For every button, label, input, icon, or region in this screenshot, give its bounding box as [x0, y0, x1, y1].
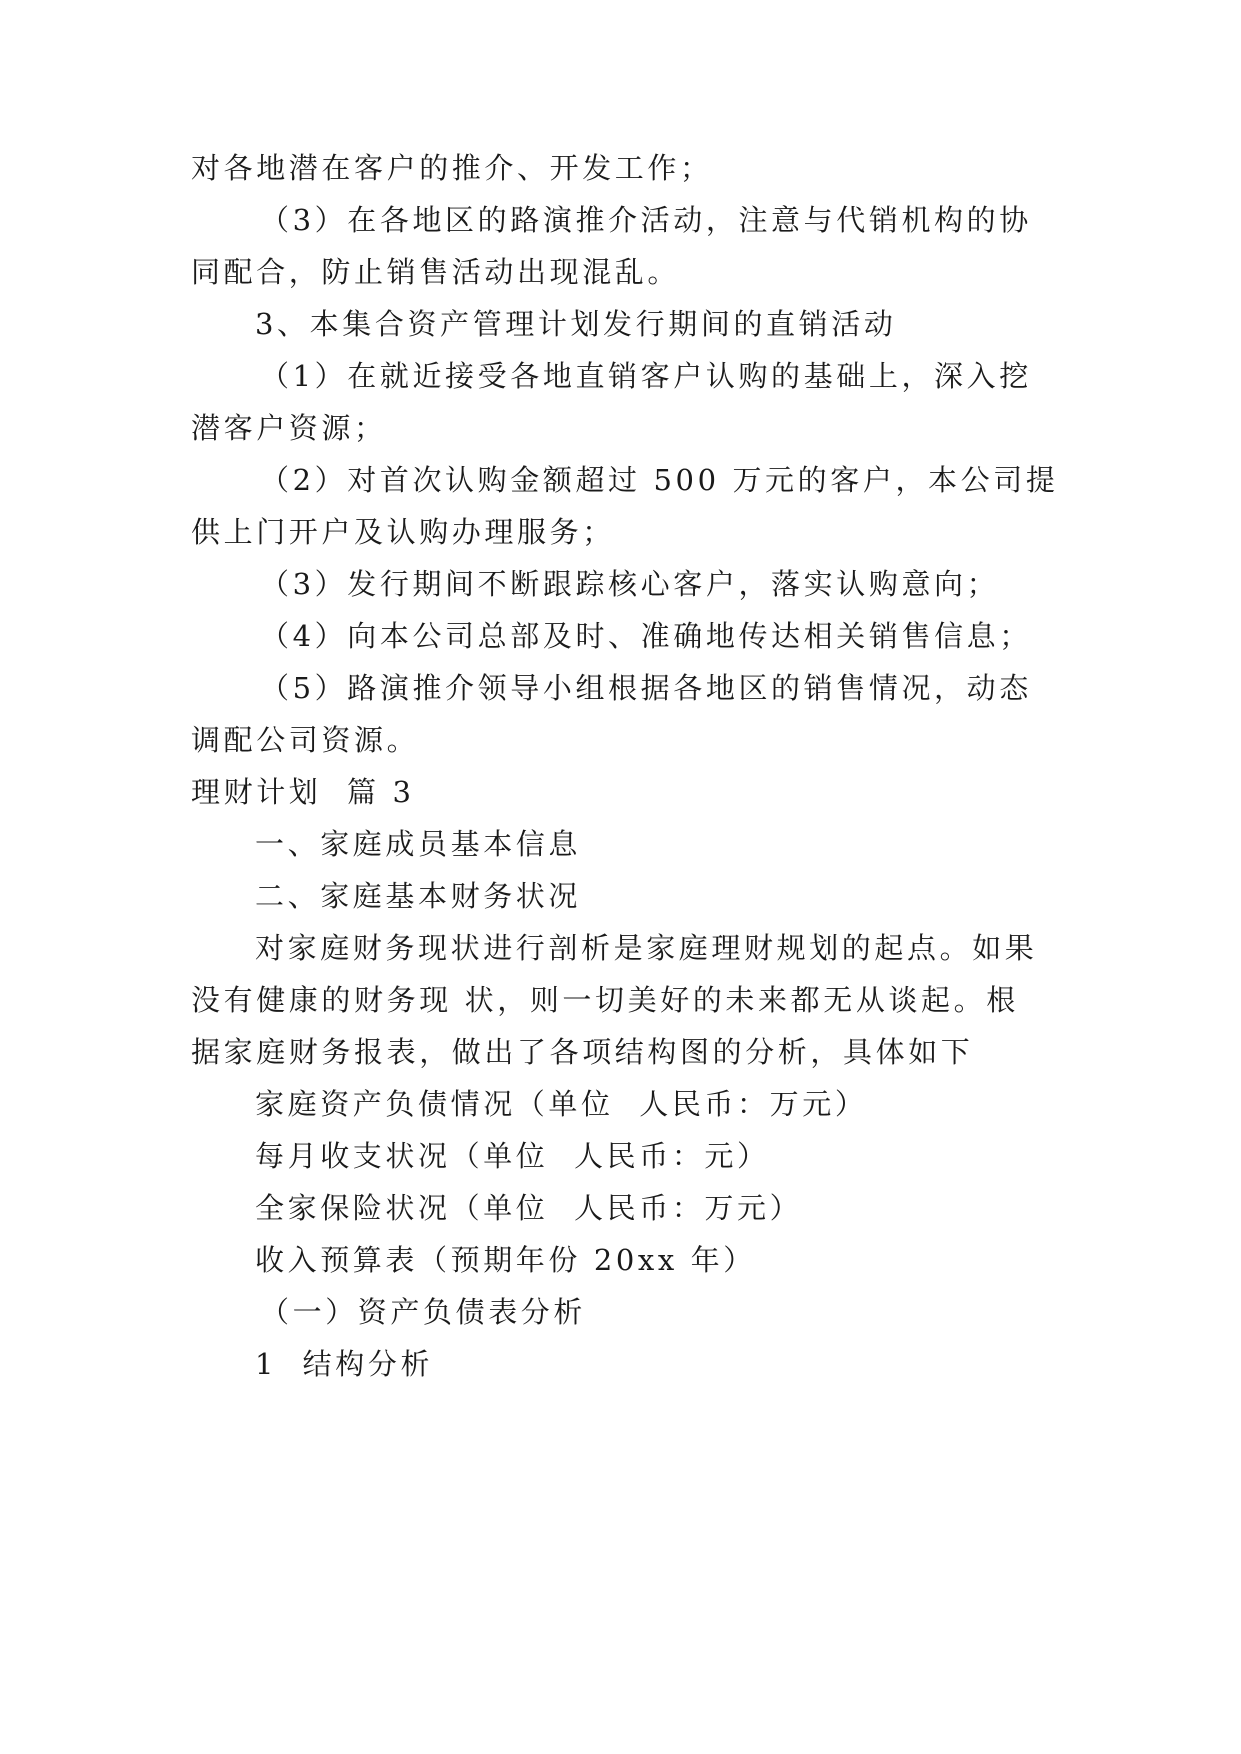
text-line: 一、家庭成员基本信息 [255, 827, 582, 861]
text-line: 全家保险状况（单位 人民币：万元） [255, 1191, 803, 1225]
text-line: 没有健康的财务现 状，则一切美好的未来都无从谈起。根 [191, 983, 1019, 1017]
text-line: 供上门开户及认购办理服务； [191, 515, 615, 549]
text-line: 收入预算表（预期年份 20xx 年） [255, 1243, 756, 1277]
text-line: （3）发行期间不断跟踪核心客户，落实认购意向； [260, 567, 1000, 601]
text-line: 调配公司资源。 [191, 723, 420, 757]
text-line: （一）资产负债表分析 [260, 1295, 587, 1329]
section-heading: 理财计划 篇 3 [191, 775, 415, 809]
text-line: （1）在就近接受各地直销客户认购的基础上，深入挖 [260, 359, 1032, 393]
text-line: （4）向本公司总部及时、准确地传达相关销售信息； [260, 619, 1032, 653]
text-line: 对各地潜在客户的推介、开发工作； [191, 151, 713, 185]
text-line: 家庭资产负债情况（单位 人民币：万元） [255, 1087, 868, 1121]
text-line: （2）对首次认购金额超过 500 万元的客户，本公司提 [260, 463, 1059, 497]
text-line: （3）在各地区的路演推介活动，注意与代销机构的协 [260, 203, 1032, 237]
text-line: 潜客户资源； [191, 411, 387, 445]
text-line: 对家庭财务现状进行剖析是家庭理财规划的起点。如果 [255, 931, 1038, 965]
text-line: 据家庭财务报表，做出了各项结构图的分析，具体如下 [191, 1035, 974, 1069]
text-line: 同配合，防止销售活动出现混乱。 [191, 255, 681, 289]
text-line: 3、本集合资产管理计划发行期间的直销活动 [255, 307, 897, 341]
text-line: 二、家庭基本财务状况 [255, 879, 582, 913]
text-line: 1 结构分析 [255, 1347, 434, 1381]
text-line: （5）路演推介领导小组根据各地区的销售情况，动态 [260, 671, 1032, 705]
text-line: 每月收支状况（单位 人民币：元） [255, 1139, 770, 1173]
